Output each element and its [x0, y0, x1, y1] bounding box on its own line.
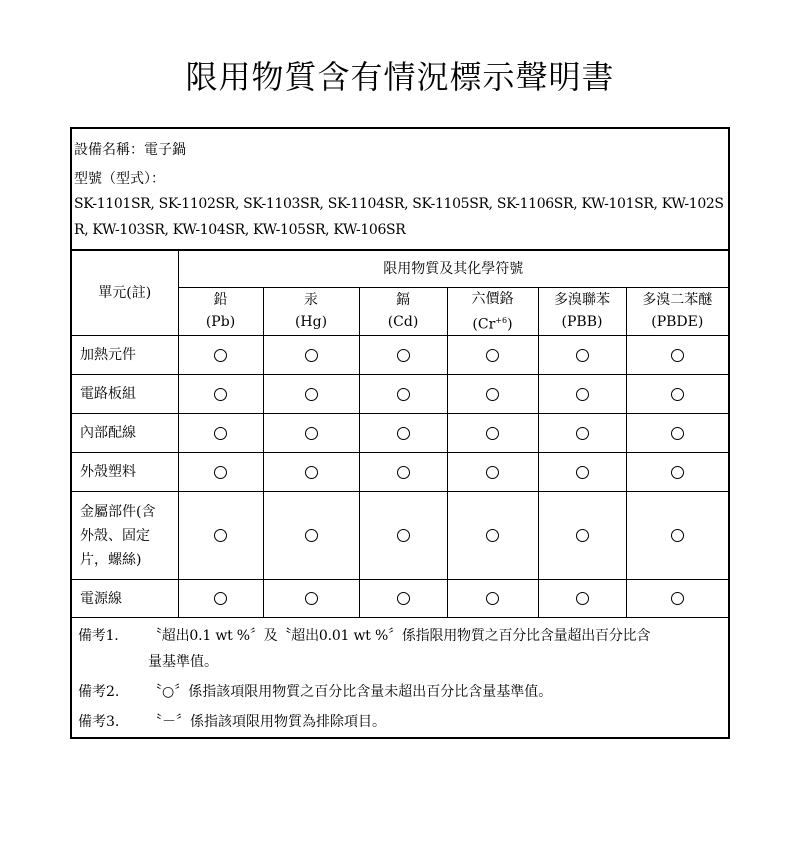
circle-icon: [397, 349, 410, 362]
remark-tag: 備考1.: [78, 628, 119, 644]
part-name: 加熱元件: [72, 336, 178, 375]
circle-icon: [671, 466, 684, 479]
part-name: [72, 492, 178, 580]
model-list-line1: SK-1101SR, SK-1102SR, SK-1103SR, SK-1104SR, SK-1105SR, SK-1106SR, KW-101SR, KW-102S: [74, 196, 724, 212]
circle-icon: [576, 427, 589, 440]
model-label: 型號（型式）：: [74, 171, 165, 187]
circle-icon: [214, 427, 227, 440]
remark-text: 〝○〞係指該項限用物質之百分比含量未超出百分比含量基準值。: [148, 684, 553, 700]
substance-name: 鎘: [396, 292, 410, 309]
circle-icon: [486, 592, 499, 605]
table-row: [72, 375, 728, 414]
circle-icon: [305, 466, 318, 479]
substance-name: 六價鉻: [471, 290, 514, 307]
circle-icon: [576, 529, 589, 542]
page-title: 限用物質含有情況標示聲明書: [185, 58, 615, 96]
substance-header: [263, 287, 359, 336]
substance-group-header: 限用物質及其化學符號: [178, 249, 728, 287]
substance-header: [359, 287, 447, 336]
circle-icon: [486, 466, 499, 479]
part-name-line: 片，螺絲): [80, 551, 142, 568]
circle-icon: [576, 349, 589, 362]
remark-1: [78, 625, 650, 645]
circle-icon: [214, 388, 227, 401]
table-row: [72, 414, 728, 453]
circle-icon: [305, 592, 318, 605]
remark-1-continued: 量基準值。: [148, 654, 218, 670]
remark-tag: 備考2.: [78, 684, 120, 700]
circle-icon: [576, 466, 589, 479]
table-row: [72, 492, 728, 580]
circle-icon: [486, 388, 499, 401]
substance-header: [178, 287, 263, 336]
substance-header: [538, 287, 626, 336]
circle-icon: [214, 592, 227, 605]
substance-name: 汞: [304, 292, 318, 309]
part-name: 電源線: [72, 580, 178, 618]
circle-icon: [397, 388, 410, 401]
remark-text: 〝超出0.1 wt %〞及〝超出0.01 wt %〞係指限用物質之百分比含量超出百分比含: [148, 628, 651, 644]
symbol-end: ): [507, 316, 513, 333]
circle-icon: [214, 529, 227, 542]
part-name: 外殼塑料: [72, 453, 178, 492]
remark-2: [78, 681, 552, 701]
circle-icon: [397, 529, 410, 542]
table-row: [72, 453, 728, 492]
part-name-line: 外殼、固定: [80, 527, 150, 544]
substance-symbol: (PBB): [561, 314, 603, 331]
substance-symbol: (Cd): [387, 314, 419, 331]
circle-icon: [486, 529, 499, 542]
circle-icon: [671, 592, 684, 605]
circle-icon: [486, 349, 499, 362]
remark-tag: 備考3.: [78, 714, 120, 730]
part-name: 電路板組: [72, 375, 178, 414]
remark-3: [78, 711, 386, 731]
substance-name: 多溴二苯醚: [642, 292, 713, 309]
circle-icon: [397, 592, 410, 605]
circle-icon: [305, 427, 318, 440]
substance-header: [626, 287, 728, 336]
circle-icon: [671, 388, 684, 401]
unit-header: 單元(註): [72, 249, 178, 336]
circle-icon: [397, 466, 410, 479]
model-list-line2: R, KW-103SR, KW-104SR, KW-105SR, KW-106SR: [74, 222, 406, 238]
substance-symbol: [448, 310, 538, 336]
circle-icon: [671, 349, 684, 362]
declaration-frame: [70, 127, 730, 739]
substance-symbol: (Hg): [294, 314, 328, 331]
symbol-superscript: +6: [495, 315, 508, 325]
device-name: 設備名稱：電子鍋: [74, 142, 186, 158]
part-name: 內部配線: [72, 414, 178, 453]
substance-symbol: (PBDE): [651, 314, 704, 331]
circle-icon: [397, 427, 410, 440]
circle-icon: [214, 349, 227, 362]
table-row: [72, 580, 728, 618]
device-info: [72, 129, 728, 251]
circle-icon: [576, 592, 589, 605]
symbol-base: (Cr: [472, 316, 496, 333]
part-name-line: 金屬部件(含: [80, 503, 156, 520]
substance-header: [447, 287, 538, 336]
substance-name: 多溴聯苯: [554, 292, 610, 309]
circle-icon: [671, 529, 684, 542]
substance-table: [72, 249, 728, 618]
circle-icon: [305, 388, 318, 401]
circle-icon: [576, 388, 589, 401]
circle-icon: [214, 466, 227, 479]
table-row: [72, 336, 728, 375]
circle-icon: [671, 427, 684, 440]
circle-icon: [305, 349, 318, 362]
remark-text: 〝－〞係指該項限用物質為排除項目。: [148, 714, 386, 730]
substance-name: 鉛: [213, 292, 228, 309]
circle-icon: [486, 427, 499, 440]
substance-symbol: (Pb): [205, 314, 236, 331]
circle-icon: [305, 529, 318, 542]
